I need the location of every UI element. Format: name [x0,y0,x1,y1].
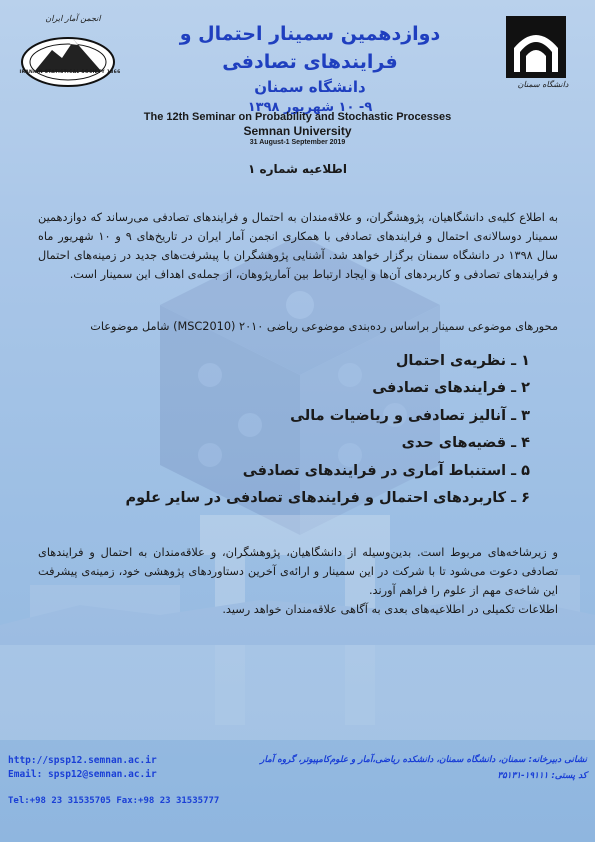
topic-item: ۶ ـ کاربردهای احتمال و فرایندهای تصادفی در سایر علوم [125,490,530,507]
seminar-title-fa: دوازدهمین سمینار احتمال و فرایندهای تصادفی [179,23,441,73]
seminar-title-en: The 12th Seminar on Probability and Stochastic Processes [143,111,452,123]
iranian-statistical-society-logo [18,14,118,92]
footer-address [215,752,587,784]
postal-code: کد پستی: ۱۹۱۱۱-۳۵۱۳۱ [497,771,587,781]
footer-contact [8,754,157,782]
university-en: Semnan University [243,124,352,138]
footer-phone: Tel:+98 23 31535705 Fax:+98 23 31535777 [8,796,220,806]
topics-intro: محورهای موضوعی سمینار براساس رده‌بندی موضوعی ریاضی ۲۰۱۰ (MSC2010) شامل موضوعات [90,320,558,333]
intro-paragraph: به اطلاع کلیه‌ی دانشگاهیان، پژوهشگران، و علاقه‌مندان به احتمال و فرایندهای تصادفی می‌رساند که دوازدهمین سمینار دوسالانه‌ی احتمال و فرایندهای تصادفی با همکاری انجمن آمار ایران در تاریخ‌های ۹ و ۱۰ شهریور ماه سال ۱۳۹۸ در دانشگاه سمنان برگزار خواهد شد. آشنایی پژوهشگران با پیشرفت‌های جدید در زمینه‌های احتمال و فرایندهای تصادفی و کاربردهای آن‌ها و ایجاد ارتباط بین آمارپژوهان، از جمله‌ی اهداف این سمینار است. [38,211,559,281]
university-fa: دانشگاه سمنان [254,78,366,96]
invitation-paragraph: و زیرشاخه‌های مربوط است. بدین‌وسیله از دانشگاهیان، پژوهشگران، و علاقه‌مندان به احتمال و فرایندهای تصادفی دعوت می‌شود تا با شرکت در این سمینار و ارائه‌ی آخرین دستاوردهای پژوهشی خود، زمینه‌ی پیشرفت این شاخه‌ی مهم از علوم را فراهم آورند. [38,546,558,597]
email-link[interactable]: Email: spsp12@semnan.ac.ir [8,769,157,780]
topic-item: ۴ ـ قضیه‌های حدی [401,435,530,452]
topic-item: ۳ ـ آنالیز تصادفی و ریاضیات مالی [290,407,530,424]
dates-fa: ۹- ۱۰ شهریور ۱۳۹۸ [247,100,373,115]
left-logo-caption: انجمن آمار ایران [45,14,101,23]
header-persian [130,20,490,118]
right-logo-caption: دانشگاه سمنان [517,80,569,89]
secretariat-address: نشانی دبیرخانه: سمنان، دانشگاه سمنان، دانشکده ریاضی،آمار و علوم‌کامپیوتر، گروه آمار [260,755,587,765]
topics-list [110,348,530,512]
further-info-paragraph: اطلاعات تکمیلی در اطلاعیه‌های بعدی به آگاهی علاقه‌مندان خواهد رسید. [222,603,558,616]
header-english [100,110,495,148]
topic-item: ۱ ـ نظریه‌ی احتمال [395,353,530,369]
left-logo-ring-text: IRANIAN STATISTICAL SOCIETY 1366 [19,70,121,75]
notice-title: اطلاعیه شماره ۱ [248,162,347,176]
topic-item: ۲ ـ فرایندهای تصادفی [372,380,530,397]
website-link[interactable]: http://spsp12.semnan.ac.ir [8,755,157,766]
dates-en: 31 August-1 September 2019 [249,139,346,146]
topic-item: ۵ ـ استنباط آماری در فرایندهای تصادفی [242,462,530,479]
closing-paragraphs [38,543,558,619]
